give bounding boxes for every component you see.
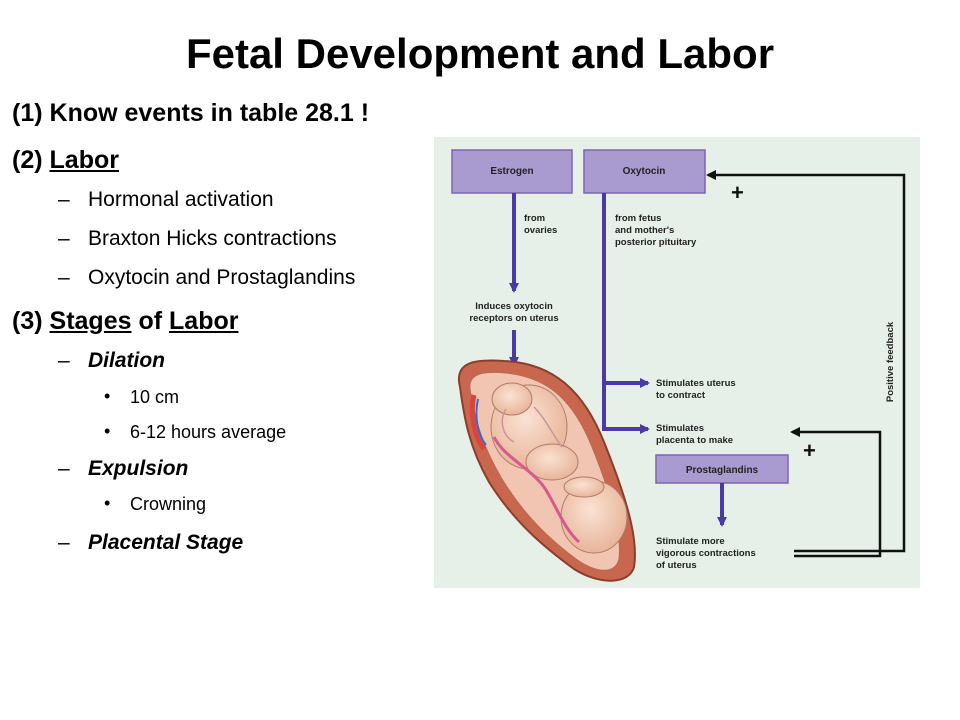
item-3-number: (3) <box>12 307 43 335</box>
labor-subitem-text: Oxytocin and Prostaglandins <box>88 266 356 289</box>
oxytocin-source: and mother's <box>615 225 675 236</box>
stimulates-placenta: Stimulates <box>656 423 705 434</box>
plus-sign: + <box>803 438 816 463</box>
labor-hormone-diagram <box>434 137 920 588</box>
dash-marker: – <box>58 531 70 554</box>
dash-marker: – <box>58 266 70 289</box>
item-3-of: of <box>138 307 163 335</box>
stimulate-more: Stimulate more <box>656 536 725 547</box>
estrogen-source: ovaries <box>524 225 558 236</box>
slide-title: Fetal Development and Labor <box>185 30 775 77</box>
stimulate-more: vigorous contractions <box>656 548 756 559</box>
item-2-text: Labor <box>49 146 119 174</box>
labor-subitem-text: Braxton Hicks contractions <box>88 227 337 250</box>
positive-feedback-label: Positive feedback <box>885 321 896 403</box>
item-2-number: (2) <box>12 146 43 174</box>
stage-name: Dilation <box>88 349 165 372</box>
stage-name: Expulsion <box>88 457 189 480</box>
stage-bullet-text: 10 cm <box>130 387 180 407</box>
dash-marker: – <box>58 457 70 480</box>
stage-bullet-text: Crowning <box>130 494 207 514</box>
estrogen-source: from <box>524 213 546 224</box>
dash-marker: – <box>58 227 70 250</box>
oxytocin-source: from fetus <box>615 213 662 224</box>
oxytocin-source: posterior pituitary <box>615 237 697 248</box>
dash-marker: – <box>58 349 70 372</box>
item-1 <box>12 99 369 128</box>
item-3-stages: Stages <box>49 307 132 335</box>
stimulate-more: of uterus <box>656 560 697 571</box>
item-3 <box>12 307 238 336</box>
item-1-number: (1) <box>12 99 43 127</box>
stimulates-uterus: Stimulates uterus <box>656 378 736 389</box>
dash-marker: – <box>58 188 70 211</box>
stage-name: Placental Stage <box>88 531 244 554</box>
bullet-marker: • <box>104 386 111 406</box>
item-3-labor: Labor <box>169 307 239 335</box>
labor-subitem-text: Hormonal activation <box>88 188 274 211</box>
oxytocin-label: Oxytocin <box>622 166 666 177</box>
plus-sign: + <box>731 180 744 205</box>
bullet-marker: • <box>104 421 111 441</box>
induces-receptors: Induces oxytocin <box>475 301 553 312</box>
stimulates-uterus: to contract <box>656 390 706 401</box>
stimulates-placenta: placenta to make <box>656 435 734 446</box>
stage-bullet-text: 6-12 hours average <box>130 422 287 442</box>
estrogen-label: Estrogen <box>490 166 534 177</box>
induces-receptors: receptors on uterus <box>469 313 559 324</box>
bullet-marker: • <box>104 493 111 513</box>
prostaglandins-label: Prostaglandins <box>685 465 759 476</box>
item-1-text: Know events in table 28.1 ! <box>49 99 370 127</box>
item-2 <box>12 146 119 175</box>
